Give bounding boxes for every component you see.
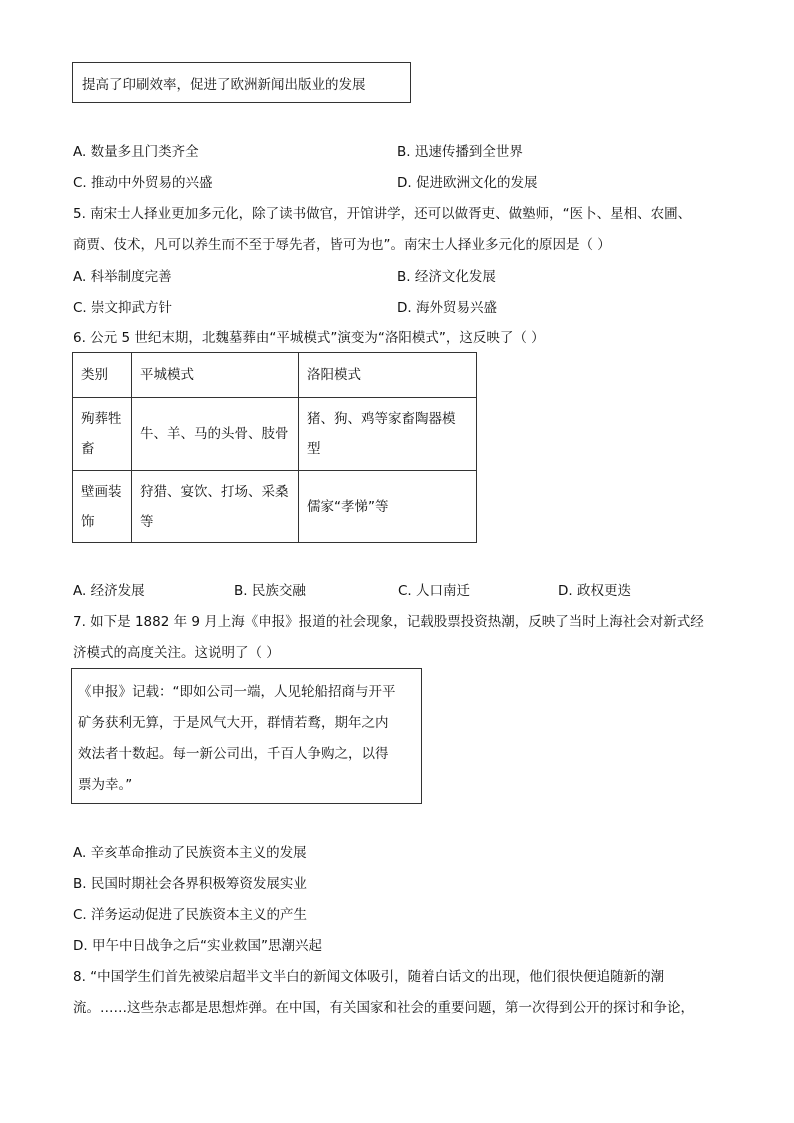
row2-luoyang: 儒家“孝悌”等 [299, 471, 477, 543]
table-row [73, 471, 477, 543]
q4-option-a[interactable]: A. 数量多且门类齐全 [73, 144, 199, 160]
row1-category [73, 398, 132, 471]
q4-statement-text: 提高了印刷效率，促进了欧洲新闻出版业的发展 [82, 77, 366, 93]
q6-option-a[interactable]: A. 经济发展 [73, 583, 145, 599]
row2-category-line1: 壁画装 [81, 483, 122, 500]
q7-stem-line1: 7. 如下是 1882 年 9 月上海《申报》报道的社会现象，记载股票投资热潮，反映了当时上海社会对新式经 [73, 614, 704, 630]
q7-stem-line2: 济模式的高度关注。这说明了（ ） [73, 645, 280, 661]
row1-luoyang-line1: 猪、狗、鸡等家畜陶器模 [307, 411, 456, 427]
q4-option-c[interactable]: C. 推动中外贸易的兴盛 [73, 175, 213, 191]
q6-option-d[interactable]: D. 政权更迭 [558, 583, 631, 599]
row2-pingcheng [132, 471, 299, 543]
q5-stem-line1: 5. 南宋士人择业更加多元化，除了读书做官，开馆讲学，还可以做胥吏、做塾师，“医卜、星相、农圃、 [73, 206, 692, 222]
row1-category-line2: 畜 [81, 441, 95, 457]
header-luoyang: 洛阳模式 [299, 353, 477, 398]
row2-pingcheng-line1: 狩猎、宴饮、打场、采桑 [140, 483, 289, 500]
q4-option-b[interactable]: B. 迅速传播到全世界 [397, 144, 523, 160]
q5-stem-line2: 商贾、伎术，凡可以养生而不至于辱先者，皆可为也”。南宋士人择业多元化的原因是（ ） [73, 237, 611, 253]
q7-option-b[interactable]: B. 民国时期社会各界积极筹资发展实业 [73, 876, 307, 892]
q5-option-d[interactable]: D. 海外贸易兴盛 [397, 300, 497, 316]
table-header-row [73, 353, 477, 398]
row2-category-line2: 饰 [81, 513, 95, 530]
q6-comparison-table [72, 352, 477, 543]
q7-quote-line2: 矿务获利无算，于是风气大开，群情若鹜，期年之内 [78, 715, 389, 731]
q8-stem-line2: 流。……这些杂志都是思想炸弹。在中国，有关国家和社会的重要问题，第一次得到公开的探讨和争论， [73, 1000, 694, 1016]
q4-option-d[interactable]: D. 促进欧洲文化的发展 [397, 175, 538, 191]
q7-quote-box [71, 668, 422, 804]
q7-quote-line3: 效法者十数起。每一新公司出，千百人争购之，以得 [78, 746, 389, 762]
q4-statement-box [72, 62, 411, 103]
q5-option-b[interactable]: B. 经济文化发展 [397, 269, 496, 285]
q7-option-c[interactable]: C. 洋务运动促进了民族资本主义的产生 [73, 907, 308, 923]
q6-option-b[interactable]: B. 民族交融 [234, 583, 306, 599]
row2-category [73, 471, 132, 543]
q7-quote-line1: 《申报》记载：“即如公司一端，人见轮船招商与开平 [78, 684, 396, 700]
q6-option-c[interactable]: C. 人口南迁 [398, 583, 471, 599]
table-row [73, 398, 477, 471]
q7-quote-line4: 票为幸。” [78, 777, 133, 793]
header-category: 类别 [73, 353, 132, 398]
row1-pingcheng: 牛、羊、马的头骨、肢骨 [132, 398, 299, 471]
row1-category-line1: 殉葬牲 [81, 411, 122, 427]
q6-stem: 6. 公元 5 世纪末期，北魏墓葬由“平城模式”演变为“洛阳模式”，这反映了（ ） [73, 330, 545, 346]
header-pingcheng: 平城模式 [132, 353, 299, 398]
q7-option-d[interactable]: D. 甲午中日战争之后“实业救国”思潮兴起 [73, 938, 322, 954]
q5-option-a[interactable]: A. 科举制度完善 [73, 269, 172, 285]
q8-stem-line1: 8. “中国学生们首先被梁启超半文半白的新闻文体吸引，随着白话文的出现，他们很快便追随新的潮 [73, 969, 665, 985]
q7-option-a[interactable]: A. 辛亥革命推动了民族资本主义的发展 [73, 845, 307, 861]
row2-pingcheng-line2: 等 [140, 513, 154, 530]
row1-luoyang-line2: 型 [307, 441, 321, 457]
row1-luoyang [299, 398, 477, 471]
q5-option-c[interactable]: C. 崇文抑武方针 [73, 300, 173, 316]
